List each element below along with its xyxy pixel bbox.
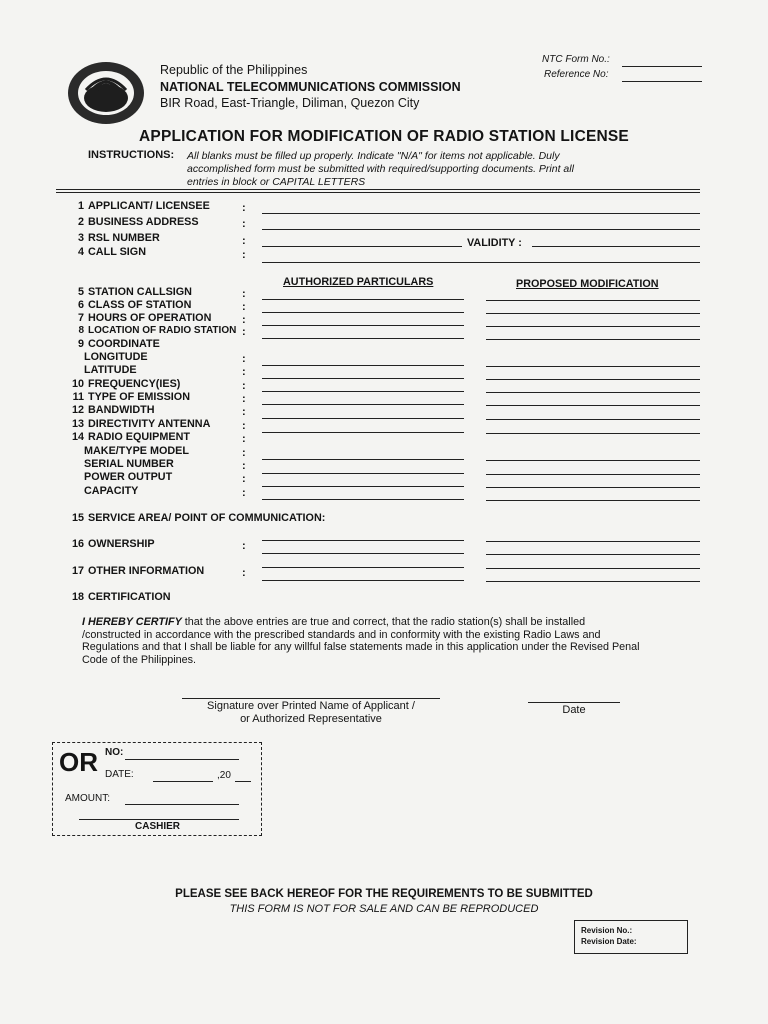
agency-name: NATIONAL TELECOMMUNICATIONS COMMISSION [160, 80, 461, 94]
proposed-bandwidth-field[interactable] [486, 419, 700, 420]
proposed-serial-field[interactable] [486, 474, 700, 475]
latitude-label: LATITUDE [84, 364, 137, 376]
colon: : [242, 366, 246, 378]
certification-line-2: /constructed in accordance with the prescribed standards and in conformity with the existing Radio Laws and [82, 628, 601, 641]
authorized-frequency-field[interactable] [262, 391, 464, 392]
item-service-area [72, 512, 325, 524]
instructions-line-2: accomplished form must be submitted with required/supporting documents. Print all [187, 163, 574, 175]
item-number: 11 [72, 391, 84, 403]
colon: : [242, 473, 246, 485]
certification-line-4: Code of the Philippines. [82, 653, 197, 666]
authorized-other-field-1[interactable] [262, 567, 464, 568]
authorized-bandwidth-field[interactable] [262, 418, 464, 419]
item-number: 9 [77, 338, 84, 350]
item-call-sign [72, 246, 146, 258]
colon: : [242, 353, 246, 365]
colon: : [242, 433, 246, 445]
applicant-field[interactable] [262, 213, 700, 214]
call-sign-field[interactable] [262, 262, 700, 263]
or-date-field[interactable] [153, 781, 213, 782]
or-amount-field[interactable] [125, 804, 239, 805]
item-number: 15 [72, 512, 85, 524]
item-label: RSL NUMBER [88, 232, 160, 244]
proposed-other-field-2[interactable] [486, 581, 700, 582]
cashier-field[interactable] [79, 819, 239, 820]
serial-number-label: SERIAL NUMBER [84, 458, 174, 470]
make-type-model-label: MAKE/TYPE MODEL [84, 445, 189, 457]
official-receipt-box [52, 742, 262, 836]
item-label: TYPE OF EMISSION [88, 391, 190, 403]
item-number: 14 [72, 431, 85, 443]
column-proposed-modification: PROPOSED MODIFICATION [516, 278, 659, 290]
item-other-information [72, 565, 204, 577]
instructions-label: INSTRUCTIONS: [88, 149, 175, 161]
authorized-latitude-field[interactable] [262, 378, 464, 379]
proposed-station-callsign-field[interactable] [486, 300, 700, 301]
item-number: 7 [77, 312, 84, 324]
item-label: BANDWIDTH [88, 404, 155, 416]
signature-label-line-2: or Authorized Representative [240, 713, 382, 725]
colon: : [242, 314, 246, 326]
authorized-antenna-field[interactable] [262, 432, 464, 433]
item-label: STATION CALLSIGN [88, 286, 192, 298]
item-ownership [72, 538, 155, 550]
revision-box [574, 920, 688, 954]
or-year-label: ,20 [217, 770, 231, 781]
item-label: OTHER INFORMATION [88, 565, 205, 577]
colon: : [242, 420, 246, 432]
authorized-other-field-2[interactable] [262, 580, 464, 581]
item-number: 16 [72, 538, 85, 550]
certification-line-1 [82, 616, 662, 629]
column-authorized-particulars: AUTHORIZED PARTICULARS [283, 276, 434, 288]
certification-line-1-text: that the above entries are true and correct, that the radio station(s) shall be installed [181, 616, 586, 628]
proposed-emission-field[interactable] [486, 405, 700, 406]
item-label: COORDINATE [88, 338, 160, 350]
item-hours-of-operation [72, 312, 211, 324]
or-no-label: NO: [105, 747, 124, 758]
colon: : [242, 447, 246, 459]
item-applicant [72, 200, 210, 212]
proposed-class-field[interactable] [486, 313, 700, 314]
or-year-field[interactable] [235, 781, 251, 782]
proposed-location-field[interactable] [486, 339, 700, 340]
republic-label: Republic of the Philippines [160, 63, 308, 77]
item-label: DIRECTIVITY ANTENNA [88, 418, 211, 430]
ntc-seal-logo [66, 60, 146, 126]
authorized-emission-field[interactable] [262, 404, 464, 405]
proposed-ownership-field-1[interactable] [486, 541, 700, 542]
rsl-number-field[interactable] [262, 246, 462, 247]
authorized-make-field[interactable] [262, 459, 464, 460]
ntc-form-field[interactable] [622, 66, 702, 67]
item-business-address [72, 216, 199, 228]
item-label: BUSINESS ADDRESS [88, 216, 199, 228]
item-label: CALL SIGN [88, 246, 146, 258]
validity-label: VALIDITY : [467, 237, 522, 249]
item-number: 10 [72, 378, 85, 390]
proposed-capacity-field[interactable] [486, 500, 700, 501]
item-certification [72, 591, 171, 603]
ntc-form-label: NTC Form No.: [542, 54, 610, 65]
item-station-callsign [72, 286, 192, 298]
or-no-field[interactable] [125, 759, 239, 760]
item-type-of-emission [72, 391, 190, 403]
colon: : [242, 380, 246, 392]
certification-lead: I HEREBY CERTIFY [82, 616, 182, 628]
date-label: Date [562, 704, 586, 716]
colon: : [242, 567, 246, 579]
item-label: RADIO EQUIPMENT [88, 431, 190, 443]
colon: : [242, 326, 246, 338]
reference-field[interactable] [622, 81, 702, 82]
authorized-hours-field[interactable] [262, 325, 464, 326]
item-number: 5 [77, 286, 84, 298]
instructions-line-3: entries in block or CAPITAL LETTERS [187, 176, 366, 188]
instructions-text [187, 150, 657, 189]
colon: : [242, 487, 246, 499]
item-location [72, 325, 236, 336]
item-number: 6 [77, 299, 84, 311]
page-title: APPLICATION FOR MODIFICATION OF RADIO STATION LICENSE [139, 128, 629, 145]
certification-line-3: Regulations and that I shall be liable for any willful false statements made in this application under the Revised Penal [82, 641, 640, 653]
authorized-serial-field[interactable] [262, 473, 464, 474]
item-number: 1 [77, 200, 84, 212]
item-label: OWNERSHIP [88, 538, 155, 550]
authorized-capacity-field[interactable] [262, 499, 464, 500]
proposed-latitude-field[interactable] [486, 379, 700, 380]
cashier-label: CASHIER [135, 821, 181, 832]
longitude-label: LONGITUDE [84, 351, 148, 363]
item-number: 13 [72, 418, 85, 430]
item-label: CLASS OF STATION [88, 299, 192, 311]
certification-text [82, 616, 662, 666]
item-label: APPLICANT/ LICENSEE [88, 200, 210, 212]
signature-label-line-1: Signature over Printed Name of Applicant / [207, 700, 415, 712]
revision-date-label: Revision Date: [581, 937, 637, 946]
colon: : [242, 218, 246, 230]
signature-field[interactable] [182, 698, 440, 699]
proposed-ownership-field-2[interactable] [486, 554, 700, 555]
colon: : [242, 406, 246, 418]
not-for-sale-note: THIS FORM IS NOT FOR SALE AND CAN BE REPRODUCED [229, 903, 539, 915]
reference-label: Reference No: [544, 69, 609, 80]
colon: : [242, 540, 246, 552]
capacity-label: CAPACITY [84, 485, 139, 497]
authorized-class-field[interactable] [262, 312, 464, 313]
item-number: 2 [77, 216, 84, 228]
proposed-longitude-field[interactable] [486, 366, 700, 367]
item-class-of-station [72, 299, 191, 311]
authorized-power-field[interactable] [262, 486, 464, 487]
item-radio-equipment [72, 431, 190, 443]
signature-label [182, 700, 440, 726]
authorized-location-field[interactable] [262, 338, 464, 339]
item-label: CERTIFICATION [88, 591, 171, 603]
colon: : [242, 235, 246, 247]
proposed-other-field-1[interactable] [486, 568, 700, 569]
requirements-note: PLEASE SEE BACK HEREOF FOR THE REQUIREMENTS TO BE SUBMITTED [175, 888, 593, 900]
instructions-line-1: All blanks must be filled up properly. Indicate "N/A" for items not applicable. Duly [187, 150, 560, 162]
agency-address: BIR Road, East-Triangle, Diliman, Quezon City [160, 96, 420, 110]
proposed-power-field[interactable] [486, 487, 700, 488]
item-number: 12 [72, 404, 85, 416]
section-divider-2 [56, 192, 700, 193]
colon: : [242, 393, 246, 405]
proposed-make-field[interactable] [486, 460, 700, 461]
proposed-hours-field[interactable] [486, 326, 700, 327]
authorized-ownership-field-1[interactable] [262, 540, 464, 541]
colon: : [242, 249, 246, 261]
item-label: LOCATION OF RADIO STATION [88, 325, 237, 336]
validity-field[interactable] [532, 246, 700, 247]
colon: : [242, 460, 246, 472]
item-label: SERVICE AREA/ POINT OF COMMUNICATION: [88, 512, 326, 524]
date-field[interactable] [528, 702, 620, 703]
business-address-field[interactable] [262, 229, 700, 230]
item-number: 17 [72, 565, 85, 577]
item-rsl-number [72, 232, 160, 244]
colon: : [242, 202, 246, 214]
item-coordinate [72, 338, 160, 350]
item-frequency [72, 378, 180, 390]
item-label: HOURS OF OPERATION [88, 312, 212, 324]
authorized-longitude-field[interactable] [262, 365, 464, 366]
section-divider [56, 189, 700, 190]
or-date-label: DATE: [105, 769, 134, 780]
authorized-ownership-field-2[interactable] [262, 553, 464, 554]
item-number: 4 [77, 246, 84, 258]
item-bandwidth [72, 404, 155, 416]
authorized-station-callsign-field[interactable] [262, 299, 464, 300]
or-label: OR [59, 747, 98, 777]
revision-no-label: Revision No.: [581, 926, 633, 935]
item-number: 8 [78, 325, 84, 336]
or-amount-label: AMOUNT: [65, 793, 110, 804]
item-number: 3 [77, 232, 84, 244]
colon: : [242, 301, 246, 313]
item-label: FREQUENCY(IES) [88, 378, 181, 390]
proposed-frequency-field[interactable] [486, 392, 700, 393]
item-number: 18 [72, 591, 85, 603]
item-directivity-antenna [72, 418, 210, 430]
colon: : [242, 288, 246, 300]
power-output-label: POWER OUTPUT [84, 471, 173, 483]
proposed-antenna-field[interactable] [486, 433, 700, 434]
